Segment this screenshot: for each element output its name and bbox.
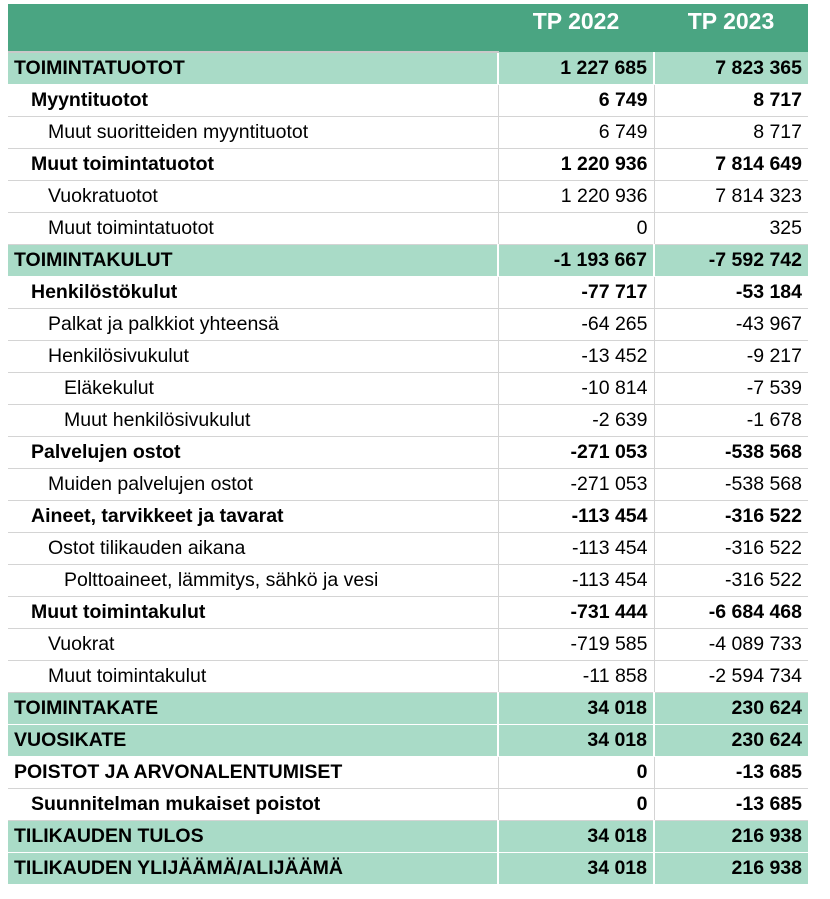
row-label: TILIKAUDEN YLIJÄÄMÄ/ALIJÄÄMÄ bbox=[8, 853, 498, 885]
row-muut-toimintatuotot bbox=[8, 149, 826, 181]
row-muut-suoritteiden-myyntituotot bbox=[8, 117, 826, 149]
value-tp-2022: -113 454 bbox=[498, 565, 654, 597]
value-tp-2023: 216 938 bbox=[654, 821, 808, 853]
value-tp-2022: -11 858 bbox=[498, 661, 654, 693]
income-statement-table bbox=[8, 4, 826, 885]
value-tp-2022: -13 452 bbox=[498, 341, 654, 373]
value-tp-2023: -13 685 bbox=[654, 789, 808, 821]
row-label: TOIMINTAKULUT bbox=[8, 245, 498, 277]
row-muiden-palvelujen-ostot bbox=[8, 469, 826, 501]
value-tp-2023: -2 594 734 bbox=[654, 661, 808, 693]
row-polttoaineet bbox=[8, 565, 826, 597]
value-tp-2022: 34 018 bbox=[498, 693, 654, 725]
row-ostot-tilikauden-aikana bbox=[8, 533, 826, 565]
header-label-cell bbox=[8, 4, 498, 52]
row-toimintatuotot bbox=[8, 52, 826, 85]
row-label: VUOSIKATE bbox=[8, 725, 498, 757]
row-label: Ostot tilikauden aikana bbox=[8, 533, 498, 565]
value-tp-2023: 7 823 365 bbox=[654, 52, 808, 85]
value-tp-2022: -271 053 bbox=[498, 437, 654, 469]
row-label: TOIMINTATUOTOT bbox=[8, 52, 498, 85]
row-aineet-tarvikkeet bbox=[8, 501, 826, 533]
value-tp-2022: 1 227 685 bbox=[498, 52, 654, 85]
row-vuosikate bbox=[8, 725, 826, 757]
row-muut-henkilosivukulut bbox=[8, 405, 826, 437]
row-label: TOIMINTAKATE bbox=[8, 693, 498, 725]
value-tp-2023: -1 678 bbox=[654, 405, 808, 437]
row-poistot-ja-arvonalentumiset bbox=[8, 757, 826, 789]
value-tp-2022: -719 585 bbox=[498, 629, 654, 661]
value-tp-2023: -316 522 bbox=[654, 501, 808, 533]
value-tp-2023: 230 624 bbox=[654, 693, 808, 725]
value-tp-2022: -2 639 bbox=[498, 405, 654, 437]
value-tp-2022: 0 bbox=[498, 213, 654, 245]
value-tp-2023: 216 938 bbox=[654, 853, 808, 885]
value-tp-2023: -316 522 bbox=[654, 533, 808, 565]
value-tp-2023: 325 bbox=[654, 213, 808, 245]
row-toimintakulut bbox=[8, 245, 826, 277]
row-elakekulut bbox=[8, 373, 826, 405]
value-tp-2022: 0 bbox=[498, 757, 654, 789]
row-label: Suunnitelman mukaiset poistot bbox=[8, 789, 498, 821]
row-label: Muut toimintatuotot bbox=[8, 149, 498, 181]
value-tp-2023: -4 089 733 bbox=[654, 629, 808, 661]
row-label: Henkilösivukulut bbox=[8, 341, 498, 373]
value-tp-2023: -13 685 bbox=[654, 757, 808, 789]
row-label: Palkat ja palkkiot yhteensä bbox=[8, 309, 498, 341]
row-vuokratuotot bbox=[8, 181, 826, 213]
value-tp-2022: 6 749 bbox=[498, 117, 654, 149]
row-label: TILIKAUDEN TULOS bbox=[8, 821, 498, 853]
row-vuokrat bbox=[8, 629, 826, 661]
row-label: Muut suoritteiden myyntituotot bbox=[8, 117, 498, 149]
value-tp-2023: 7 814 323 bbox=[654, 181, 808, 213]
row-henkilostokulut bbox=[8, 277, 826, 309]
row-palkat bbox=[8, 309, 826, 341]
row-tilikauden-ylijaama-alijaama bbox=[8, 853, 826, 885]
row-label: Vuokratuotot bbox=[8, 181, 498, 213]
value-tp-2022: -64 265 bbox=[498, 309, 654, 341]
value-tp-2022: -77 717 bbox=[498, 277, 654, 309]
value-tp-2023: -9 217 bbox=[654, 341, 808, 373]
value-tp-2023: -316 522 bbox=[654, 565, 808, 597]
value-tp-2022: 1 220 936 bbox=[498, 149, 654, 181]
row-muut-toimintakulut bbox=[8, 597, 826, 629]
value-tp-2022: 6 749 bbox=[498, 85, 654, 117]
row-label: POISTOT JA ARVONALENTUMISET bbox=[8, 757, 498, 789]
value-tp-2023: -53 184 bbox=[654, 277, 808, 309]
value-tp-2023: -6 684 468 bbox=[654, 597, 808, 629]
value-tp-2023: -7 592 742 bbox=[654, 245, 808, 277]
value-tp-2022: 34 018 bbox=[498, 821, 654, 853]
value-tp-2022: 0 bbox=[498, 789, 654, 821]
value-tp-2022: 34 018 bbox=[498, 725, 654, 757]
value-tp-2022: 1 220 936 bbox=[498, 181, 654, 213]
row-label: Muut toimintatuotot bbox=[8, 213, 498, 245]
row-label: Aineet, tarvikkeet ja tavarat bbox=[8, 501, 498, 533]
value-tp-2023: 230 624 bbox=[654, 725, 808, 757]
value-tp-2022: -1 193 667 bbox=[498, 245, 654, 277]
value-tp-2022: -10 814 bbox=[498, 373, 654, 405]
row-toimintakate bbox=[8, 693, 826, 725]
value-tp-2023: 8 717 bbox=[654, 85, 808, 117]
row-henkilosivukulut bbox=[8, 341, 826, 373]
value-tp-2022: -113 454 bbox=[498, 501, 654, 533]
value-tp-2023: 8 717 bbox=[654, 117, 808, 149]
value-tp-2022: 34 018 bbox=[498, 853, 654, 885]
value-tp-2023: -538 568 bbox=[654, 437, 808, 469]
row-label: Muut toimintakulut bbox=[8, 597, 498, 629]
row-suunnitelman-mukaiset-poistot bbox=[8, 789, 826, 821]
row-muut-toimintakulut-sub bbox=[8, 661, 826, 693]
row-label: Palvelujen ostot bbox=[8, 437, 498, 469]
row-label: Myyntituotot bbox=[8, 85, 498, 117]
value-tp-2023: -43 967 bbox=[654, 309, 808, 341]
row-muut-toimintatuotot-sub bbox=[8, 213, 826, 245]
row-label: Henkilöstökulut bbox=[8, 277, 498, 309]
row-myyntituotot bbox=[8, 85, 826, 117]
row-tilikauden-tulos bbox=[8, 821, 826, 853]
value-tp-2022: -271 053 bbox=[498, 469, 654, 501]
value-tp-2022: -731 444 bbox=[498, 597, 654, 629]
value-tp-2023: -7 539 bbox=[654, 373, 808, 405]
value-tp-2023: 7 814 649 bbox=[654, 149, 808, 181]
header-row bbox=[8, 4, 826, 52]
row-label: Eläkekulut bbox=[8, 373, 498, 405]
row-label: Muut toimintakulut bbox=[8, 661, 498, 693]
row-label: Vuokrat bbox=[8, 629, 498, 661]
header-tp-2023: TP 2023 bbox=[654, 4, 808, 52]
row-palvelujen-ostot bbox=[8, 437, 826, 469]
value-tp-2022: -113 454 bbox=[498, 533, 654, 565]
value-tp-2023: -538 568 bbox=[654, 469, 808, 501]
row-label: Polttoaineet, lämmitys, sähkö ja vesi bbox=[8, 565, 498, 597]
row-label: Muiden palvelujen ostot bbox=[8, 469, 498, 501]
header-tp-2022: TP 2022 bbox=[498, 4, 654, 52]
row-label: Muut henkilösivukulut bbox=[8, 405, 498, 437]
